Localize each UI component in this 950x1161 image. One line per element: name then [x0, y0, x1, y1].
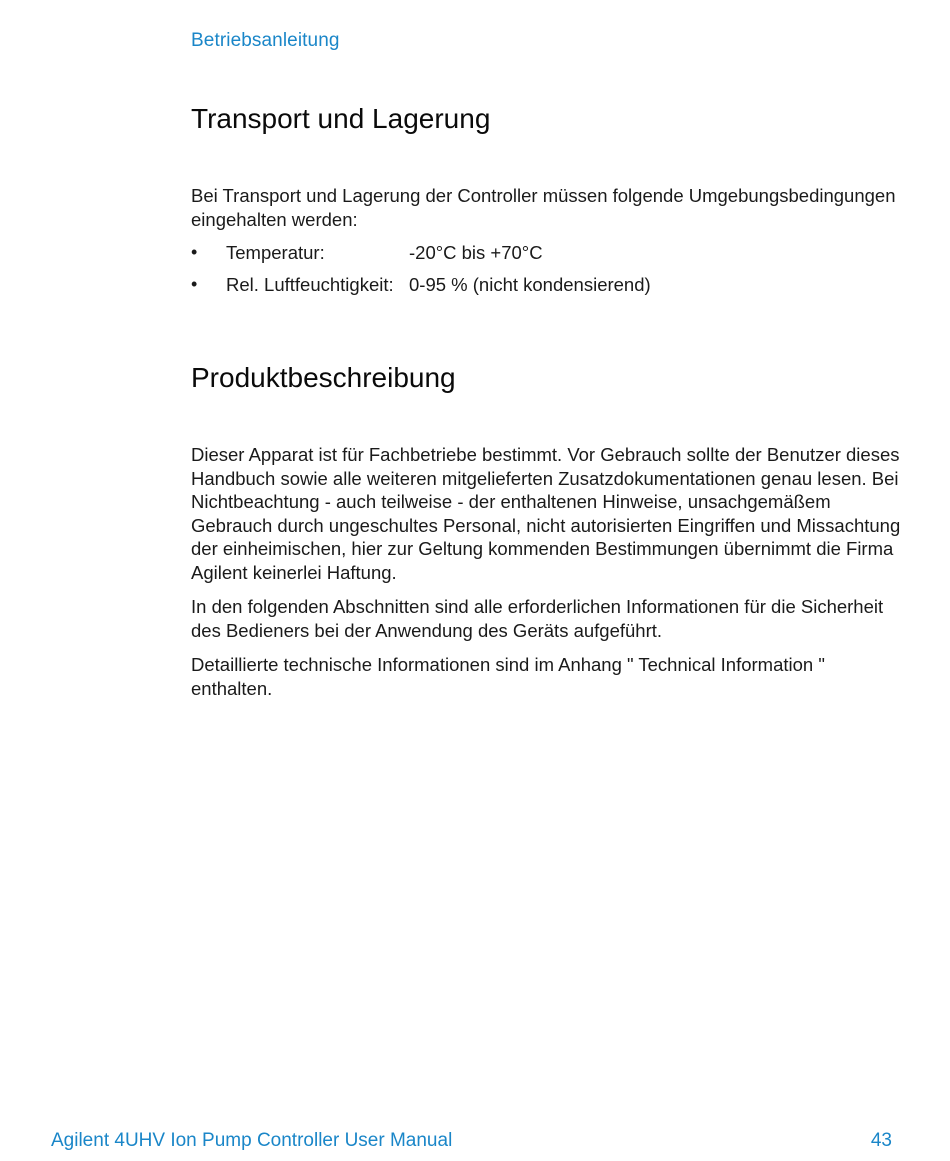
list-item — [191, 274, 651, 306]
footer-manual-title: Agilent 4UHV Ion Pump Controller User Manual — [51, 1130, 453, 1151]
transport-intro-paragraph: Bei Transport und Lagerung der Controller müssen folgende Umgebungsbedingungen eingehalten werden: — [191, 185, 896, 230]
condition-value: -20°C bis +70°C — [409, 242, 543, 263]
section-heading-produktbeschreibung: Produktbeschreibung — [191, 362, 456, 393]
list-item — [191, 242, 651, 274]
conditions-list — [191, 242, 651, 306]
description-paragraph: Detaillierte technische Informationen sind im Anhang " Technical Information " enthalten. — [191, 654, 825, 699]
condition-label: Temperatur: — [226, 242, 325, 263]
bullet-icon: • — [191, 274, 198, 294]
description-paragraph: In den folgenden Abschnitten sind alle erforderlichen Informationen für die Sicherheit des Bedieners bei der Anwendung des Geräts aufgeführt. — [191, 596, 884, 641]
description-paragraph: Dieser Apparat ist für Fachbetriebe bestimmt. Vor Gebrauch sollte der Benutzer dieses Handbuch sowie alle weiteren mitgelieferten Zusatzdokumentationen genau lesen. Bei Nichtbeachtung - auch teilweise - der enthaltenen Hinweise, unsachgemäßem Gebrauch durch ungeschultes Personal, nicht autorisierten Eingriffen und Missachtung der einheimischen, hier zur Geltung kommenden Bestimmungen übernimmt die Firma Agilent keinerlei Haftung. — [191, 444, 901, 583]
page-number: 43 — [870, 1130, 892, 1151]
condition-value: 0-95 % (nicht kondensierend) — [409, 274, 651, 295]
running-header: Betriebsanleitung — [191, 30, 340, 51]
bullet-icon: • — [191, 242, 198, 262]
section-heading-transport: Transport und Lagerung — [191, 103, 491, 134]
condition-label: Rel. Luftfeuchtigkeit: — [226, 274, 394, 295]
